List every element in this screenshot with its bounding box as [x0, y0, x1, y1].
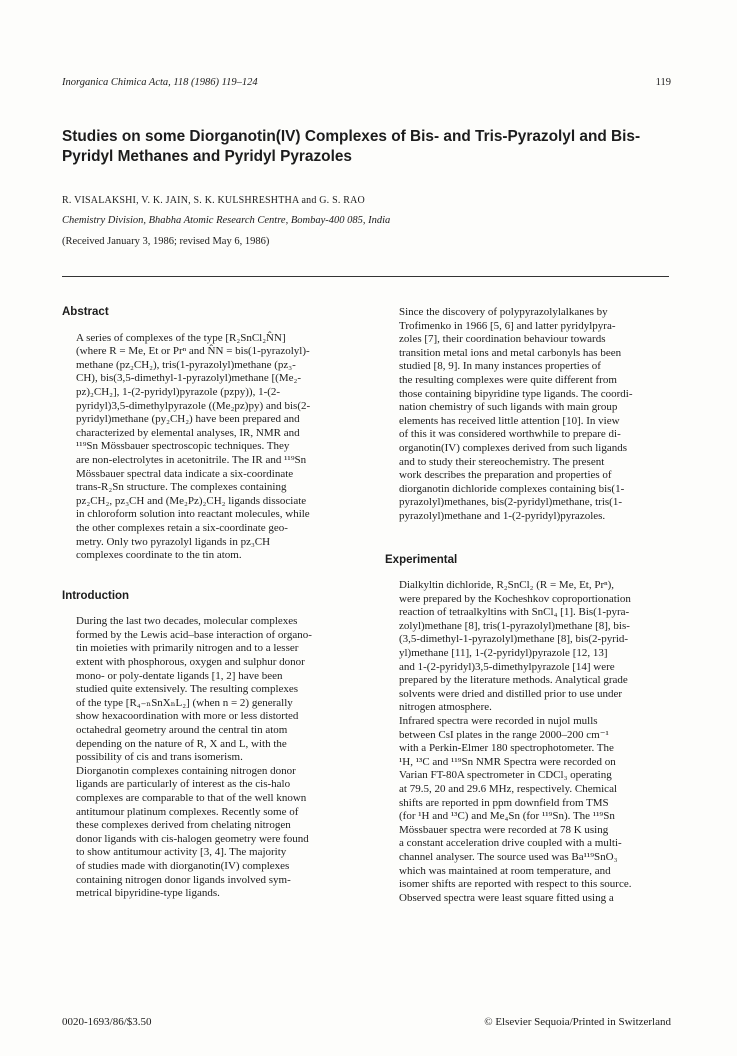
text-line: diorganotin dichloride complexes containing bis(1-: [399, 482, 625, 495]
text-line: shifts are reported in ppm downfield from TMS: [399, 796, 609, 809]
text-line: Dialkyltin dichloride, R₂SnCl₂ (R = Me, Et, Prⁿ),: [399, 579, 615, 592]
text-line: CH), bis(3,5-dimethyl-1-pyrazolyl)methane [(Me₂-: [76, 372, 301, 385]
authors: R. VISALAKSHI, V. K. JAIN, S. K. KULSHRESHTHA and G. S. RAO: [62, 195, 365, 206]
text-line: Mössbauer spectral data indicate a six-coordinate: [76, 467, 294, 480]
right-column: [385, 306, 669, 905]
text-line: antitumour platinum complexes. Recently some of: [76, 805, 299, 818]
text-line: pyrazolyl)methane and 1-(2-pyridyl)pyrazoles.: [399, 509, 606, 522]
text-line: zoles [7], their coordination behaviour towards: [399, 333, 606, 346]
text-line: ¹H, ¹³C and ¹¹⁹Sn NMR Spectra were recorded on: [399, 755, 616, 768]
text-line: in chloroform solution into reactant molecules, while: [76, 508, 310, 521]
title-line-2: Pyridyl Methanes and Pyridyl Pyrazoles: [62, 148, 352, 165]
intro-paragraph-1: [62, 615, 351, 765]
text-line: octahedral geometry around the central tin atom: [76, 724, 288, 737]
text-line: extent with phosphorous, oxygen and sulphur donor: [76, 656, 305, 669]
text-line: (3,5-dimethyl-1-pyrazolyl)methane [8], bis(2-pyrid-: [399, 633, 629, 646]
text-line: those containing bipyridine type ligands. The coordi-: [399, 387, 633, 400]
text-line: complexes coordinate to the tin atom.: [76, 549, 242, 562]
text-line: channel analyser. The source used was Ba¹¹⁹SnO₃: [399, 850, 618, 863]
text-line: mono- or poly-dentate ligands [1, 2] have been: [76, 669, 283, 682]
text-line: which was maintained at room temperature, and: [399, 864, 611, 877]
page-number: 119: [655, 77, 671, 88]
footer-publisher: © Elsevier Sequoia/Printed in Switzerland: [484, 1016, 671, 1028]
text-line: are non-electrolytes in acetonitrile. The IR and ¹¹⁹Sn: [76, 453, 307, 466]
text-line: formed by the Lewis acid–base interaction of organo-: [76, 628, 312, 641]
text-line: Since the discovery of polypyrazolylalkanes by: [399, 306, 608, 318]
abstract-paragraph: [62, 332, 351, 563]
text-line: pz)₂CH₂], 1-(2-pyridyl)pyrazole (pzpy)), 1-(2-: [76, 385, 281, 398]
journal-header: Inorganica Chimica Acta, 118 (1986) 119–124: [62, 77, 258, 88]
experimental-paragraph-1: [385, 579, 669, 715]
text-line: zolyl)methane [8], tris(1-pyrazolyl)methane [8], bis-: [399, 619, 630, 632]
text-line: and 1-(2-pyridyl)3,5-dimethylpyrazole [14] were: [399, 660, 615, 673]
text-line: containing nitrogen donor ligands involved sym-: [76, 873, 291, 886]
text-line: Diorganotin complexes containing nitrogen donor: [76, 764, 296, 777]
text-line: pz₂CH₂, pz₃CH and (Me₂Pz)₂CH₂ ligands dissociate: [76, 494, 307, 507]
text-line: of this it was considered worthwhile to prepare di-: [399, 428, 621, 441]
text-line: nitrogen atmosphere.: [399, 701, 492, 714]
footer-code: 0020-1693/86/$3.50: [62, 1016, 152, 1028]
text-line: studied quite extensively. The resulting complexes: [76, 683, 299, 696]
text-line: tin moieties with primarily nitrogen and to a lesser: [76, 642, 299, 655]
text-line: and to study their stereochemistry. The present: [399, 455, 605, 468]
text-line: pyridyl)methane (py₂CH₂) have been prepared and: [76, 413, 300, 426]
text-line: metry. Only two pyrazolyl ligands in pz₃CH: [76, 535, 271, 548]
text-line: nation chemistry of such ligands with main group: [399, 401, 618, 414]
text-line: Varian FT-80A spectrometer in CDCl₃ operating: [399, 769, 612, 782]
title-line-1: Studies on some Diorganotin(IV) Complexes of Bis- and Tris-Pyrazolyl and Bis-: [62, 128, 641, 145]
abstract-heading: Abstract: [62, 306, 109, 318]
text-line: yl)methane [11], 1-(2-pyridyl)pyrazole [12, 13]: [399, 647, 608, 660]
text-line: show hexacoordination with more or less distorted: [76, 710, 299, 723]
text-line: the other complexes retain a six-coordinate geo-: [76, 521, 288, 534]
text-line: During the last two decades, molecular complexes: [76, 615, 298, 628]
text-line: trans-R₂Sn structure. The complexes containing: [76, 481, 287, 494]
text-line: solvents were dried and distilled prior to use under: [399, 687, 623, 700]
text-line: metrical bipyridine-type ligands.: [76, 887, 220, 900]
text-line: possibility of cis and trans isomerism.: [76, 751, 243, 764]
text-line: of the type [R₄₋ₙSnXₙL₂] (when n = 2) generally: [76, 696, 293, 709]
paper-title: [62, 127, 682, 167]
text-line: were prepared by the Kocheshkov coproportionation: [399, 592, 631, 605]
text-line: pyridyl)3,5-dimethylpyrazole ((Me₂pz)py) and bis(2-: [76, 399, 311, 412]
text-line: elements has received little attention [10]. In view: [399, 414, 620, 427]
text-line: donor ligands with cis-halogen geometry were found: [76, 832, 309, 845]
text-line: prepared by the literature methods. Analytical grade: [399, 674, 628, 687]
text-line: (where R = Me, Et or Prⁿ and N̂N = bis(1-pyrazolyl)-: [76, 345, 310, 358]
text-line: at 79.5, 20 and 29.6 MHz, respectively. Chemical: [399, 783, 618, 795]
text-line: ¹¹⁹Sn Mössbauer spectroscopic techniques. They: [76, 440, 290, 453]
text-line: complexes are comparable to that of the well known: [76, 792, 307, 804]
text-line: a constant acceleration drive coupled with a multi-: [399, 837, 622, 850]
text-line: between CsI plates in the range 2000–200 cm⁻¹: [399, 728, 609, 741]
text-line: isomer shifts are reported with respect to this source.: [399, 878, 632, 891]
text-line: to show antitumour activity [3, 4]. The majority: [76, 846, 287, 859]
experimental-paragraph-2: [385, 715, 669, 905]
text-line: methane (pz₂CH₂), tris(1-pyrazolyl)methane (pz₃-: [76, 358, 296, 371]
text-line: work describes the preparation and properties of: [399, 469, 612, 482]
text-line: depending on the nature of R, X and L, with the: [76, 737, 287, 750]
introduction-heading: Introduction: [62, 589, 130, 602]
text-line: A series of complexes of the type [R₂SnCl₂N̂N]: [76, 331, 286, 344]
text-line: (for ¹H and ¹³C) and Me₄Sn (for ¹¹⁹Sn). The ¹¹⁹Sn: [399, 810, 615, 823]
header-rule: [62, 276, 669, 277]
text-line: Mössbauer spectra were recorded at 78 K using: [399, 823, 609, 836]
text-line: characterized by elemental analyses, IR, NMR and: [76, 426, 300, 439]
text-line: Infrared spectra were recorded in nujol mulls: [399, 715, 598, 728]
right-paragraph-1: [385, 306, 669, 524]
text-line: studied [8, 9]. In many instances properties of: [399, 360, 601, 373]
text-line: these complexes derived from chelating nitrogen: [76, 819, 291, 832]
affiliation: Chemistry Division, Bhabha Atomic Research Centre, Bombay-400 085, India: [62, 215, 391, 226]
left-column: [62, 306, 351, 901]
received-dates: (Received January 3, 1986; revised May 6, 1986): [62, 236, 270, 247]
intro-paragraph-2: [62, 765, 351, 901]
text-line: of studies made with diorganotin(IV) complexes: [76, 859, 290, 872]
text-line: reaction of tetraalkyltins with SnCl₄ [1]. Bis(1-pyra-: [399, 606, 630, 619]
experimental-heading: Experimental: [385, 553, 458, 566]
text-line: the resulting complexes were quite different from: [399, 373, 617, 386]
text-line: organotin(IV) complexes derived from such ligands: [399, 441, 627, 454]
text-line: Observed spectra were least square fitted using a: [399, 891, 614, 904]
text-line: Trofimenko in 1966 [5, 6] and latter pyridylpyra-: [399, 319, 616, 332]
text-line: pyrazolyl)methanes, bis(2-pyridyl)methane, tris(1-: [399, 496, 622, 509]
text-line: transition metal ions and metal carbonyls has been: [399, 346, 622, 359]
text-line: ligands are particularly of interest as the cis-halo: [76, 778, 291, 791]
text-line: with a Perkin-Elmer 180 spectrophotometer. The: [399, 742, 614, 755]
